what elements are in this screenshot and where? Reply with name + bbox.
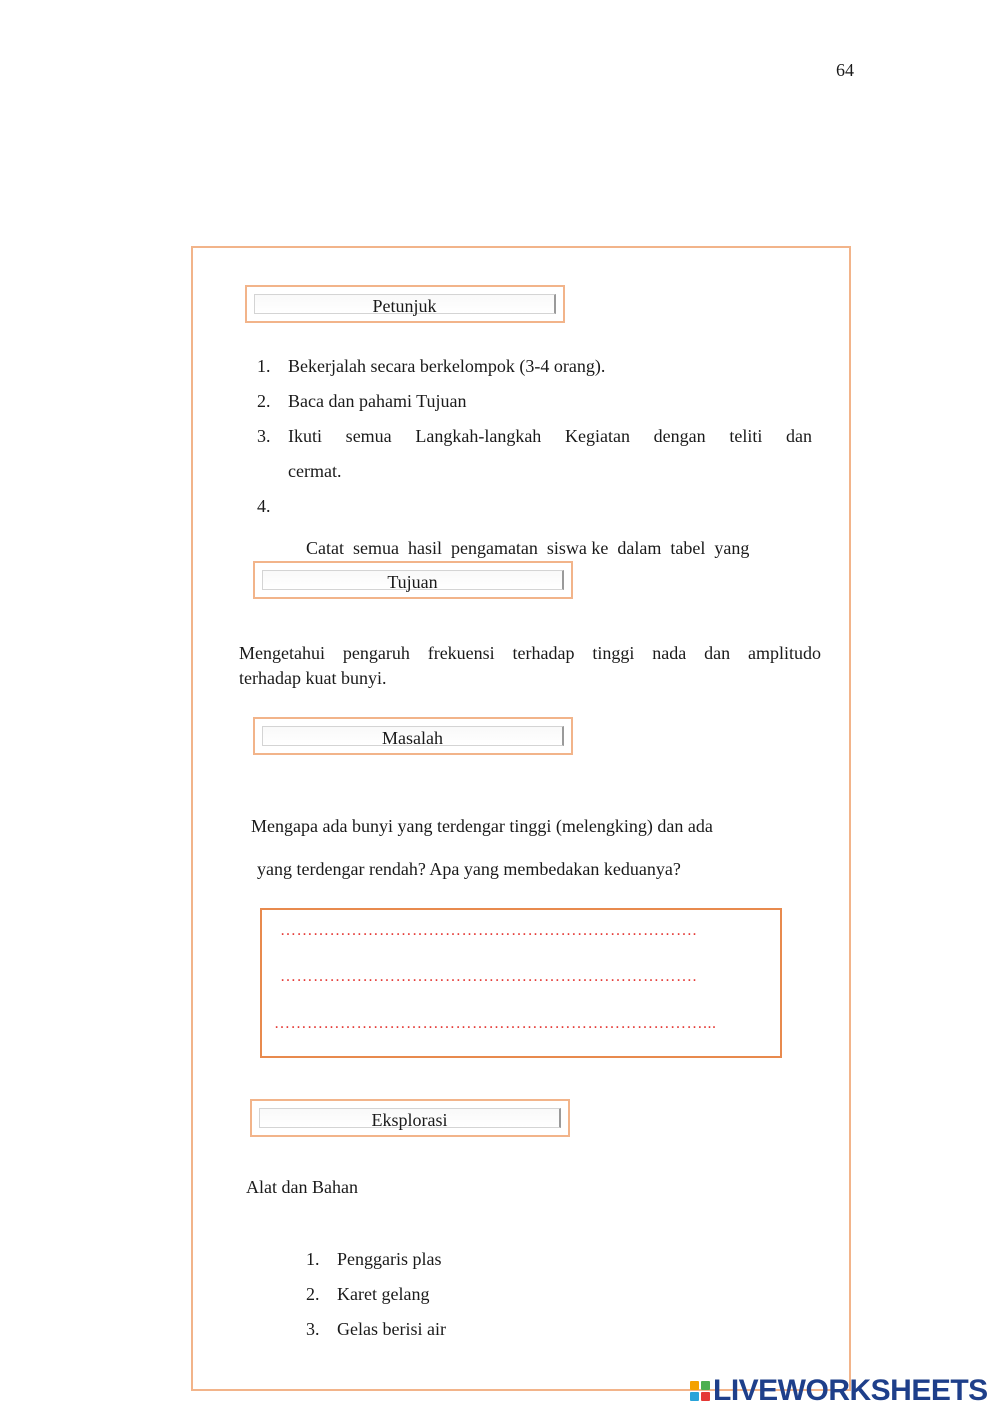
alat-bahan-list <box>306 1249 606 1354</box>
liveworksheets-watermark <box>690 1374 988 1408</box>
list-item: 3. Gelas berisi air <box>306 1319 446 1339</box>
logo-square-l <box>690 1381 699 1390</box>
list-item-text: Ikuti semua Langkah-langkah Kegiatan dengan teliti dan <box>288 426 812 446</box>
list-item: 2. Baca dan pahami Tujuan <box>257 391 467 411</box>
tujuan-text-line-2: terhadap kuat bunyi. <box>239 668 387 688</box>
list-item-text: Penggaris plas <box>337 1249 442 1269</box>
masalah-text-line-1: Mengapa ada bunyi yang terdengar tinggi (melengking) dan ada <box>251 816 713 836</box>
watermark-text: LIVEWORKSHEETS <box>713 1374 988 1407</box>
alat-bahan-subheading: Alat dan Bahan <box>246 1177 358 1197</box>
tujuan-text-line-1: Mengetahui pengaruh frekuensi terhadap tinggi nada dan amplitudo <box>239 643 821 663</box>
answer-box[interactable] <box>260 908 782 1058</box>
petunjuk-list <box>257 356 812 558</box>
eksplorasi-heading: Eksplorasi <box>259 1108 561 1128</box>
answer-line-3[interactable]: ……………………………………………………………………... <box>274 1015 717 1032</box>
list-item: 4. Catat semua hasil pengamatan siswa ke dalam tabel yang <box>257 496 750 558</box>
tujuan-heading-box <box>253 561 573 599</box>
liveworksheets-logo-icon <box>690 1381 710 1401</box>
masalah-text-line-2: yang terdengar rendah? Apa yang membedakan keduanya? <box>257 859 681 879</box>
list-item: 1. Bekerjalah secara berkelompok (3-4 orang). <box>257 356 606 376</box>
logo-square-v <box>690 1392 699 1401</box>
answer-line-1[interactable]: …………………………………………………………………. <box>280 922 697 939</box>
logo-square-e <box>701 1392 710 1401</box>
list-item: 2. Karet gelang <box>306 1284 430 1304</box>
petunjuk-heading-box <box>245 285 565 323</box>
answer-line-2[interactable]: …………………………………………………………………. <box>280 968 697 985</box>
logo-square-i <box>701 1381 710 1390</box>
list-item-text: Baca dan pahami Tujuan <box>288 391 467 411</box>
page-number: 64 <box>836 60 854 80</box>
list-item: 3. Ikuti semua Langkah-langkah Kegiatan dengan teliti dan cermat. <box>257 426 812 481</box>
list-item-text: Karet gelang <box>337 1284 430 1304</box>
list-item-text: Gelas berisi air <box>337 1319 446 1339</box>
list-item-text: Bekerjalah secara berkelompok (3-4 orang). <box>288 356 606 376</box>
list-item: 1. Penggaris plas <box>306 1249 442 1269</box>
masalah-heading-box <box>253 717 573 755</box>
list-item-continuation: cermat. <box>288 461 342 481</box>
petunjuk-heading: Petunjuk <box>254 294 556 314</box>
tujuan-heading: Tujuan <box>262 570 564 590</box>
masalah-heading: Masalah <box>262 726 564 746</box>
list-item-text: Catat semua hasil pengamatan siswa ke dalam tabel yang <box>306 538 750 558</box>
eksplorasi-heading-box <box>250 1099 570 1137</box>
